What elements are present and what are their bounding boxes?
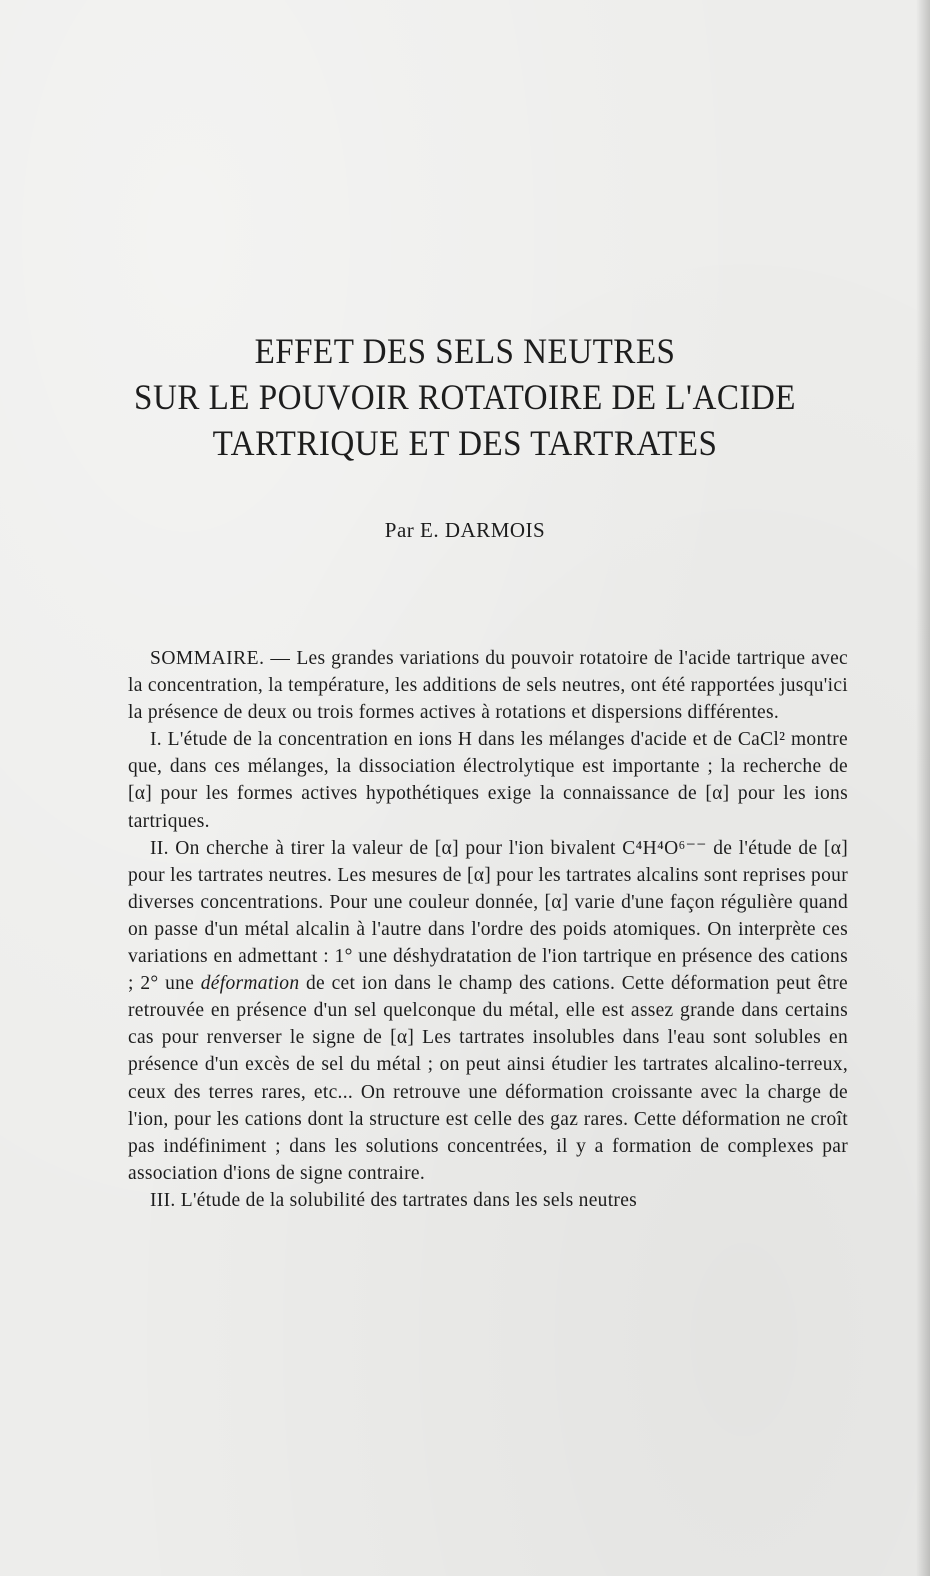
abstract-body xyxy=(128,645,848,1214)
section-3-paragraph: III. L'étude de la solubilité des tartrates dans les sels neutres xyxy=(150,1189,638,1211)
page-edge-shadow xyxy=(916,0,930,1576)
summary-label: SOMMAIRE. — xyxy=(150,648,297,669)
title-line-3: TARTRIQUE ET DES TARTRATES xyxy=(212,423,718,463)
author-line: Par E. DARMOIS xyxy=(384,518,546,542)
section-1-paragraph: I. L'étude de la concentration en ions H dans les mélanges d'acide et de CaCl² montre que, dans ces mélanges, la dissociation électrolytique est importante ; la recherche de [α] pour les formes actives hypothétiques exige la connaissance de [α] pour les ions tartriques. xyxy=(128,729,848,832)
summary-text: Les grandes variations du pouvoir rotatoire de l'acide tartrique avec la concentration, la température, les additions de sels neutres, ont été rapportées jusqu'ici la présence de deux ou trois formes actives à rotations et dispersions différentes. xyxy=(128,648,848,724)
title-line-1: EFFET DES SELS NEUTRES xyxy=(254,331,676,371)
summary-paragraph xyxy=(128,645,848,726)
section-2-italic-term: déformation xyxy=(200,973,300,995)
section-2-text-b: de cet ion dans le champ des cations. Cette déformation peut être retrouvée en présence d'un sel quelconque du métal, elle est assez grande dans certains cas pour renverser le signe de [α] Les tartrates insolubles dans l'eau sont solubles en présence d'un excès de sel du métal ; on peut ainsi étudier les tartrates alcalino-terreux, ceux des terres rares, etc... On retrouve une déformation croissante avec la charge de l'ion, pour les cations dont la structure est celle des gaz rares. Cette déformation ne croît pas indéfiniment ; dans les solutions concentrées, il y a formation de complexes par association d'ions de signe contraire. xyxy=(128,973,848,1184)
section-2-paragraph xyxy=(128,835,848,1187)
section-2-text-a: II. On cherche à tirer la valeur de [α] pour l'ion bivalent C⁴H⁴O⁶⁻⁻ de l'étude de [α] pour les tartrates neutres. Les mesures de [α] pour les tartrates alcalins sont reprises pour diverses concentrations. Pour une couleur donnée, [α] varie d'une façon régulière quand on passe d'un métal alcalin à l'autre dans l'ordre des poids atomiques. On interprète ces variations en admettant : 1° une déshydratation de l'ion tartrique en présence des cations ; 2° une xyxy=(128,837,848,995)
title-line-2: SUR LE POUVOIR ROTATOIRE DE L'ACIDE xyxy=(134,377,796,417)
article-title xyxy=(0,328,930,466)
